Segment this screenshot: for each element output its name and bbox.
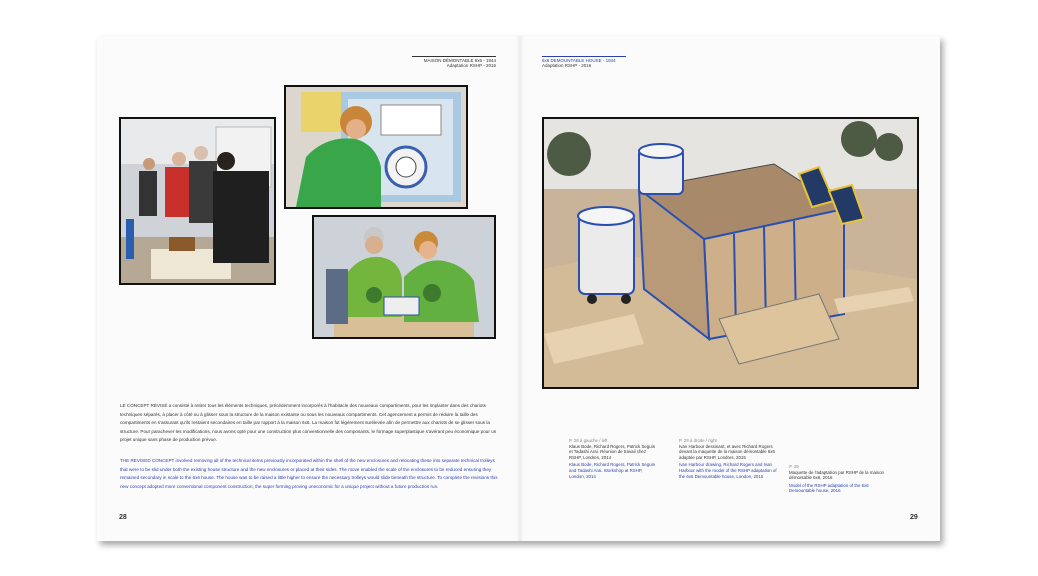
model-inspection-photo <box>312 215 496 339</box>
caption-model-photo <box>789 464 889 494</box>
caption-header: P. 28 à gauche / left <box>569 438 608 443</box>
body-text-french: LE CONCEPT RÉVISÉ a consisté à retirer tous les éléments techniques, précédemment incorporés à l'habitacle des nouveaux compartiments, pour les implanter dans des chariots techniques séparés, à placer à côté ou à glisser sous la structure de la maison existante ou sous les nouveaux compartiments. Cet agencement a permis de réduire la taille des compartiments en s'assurant qu'ils restaient secondaires en taille par rapport à la maison 6x6. La maison fut légèrement surélevée afin de permettre aux chariots de se glisser sous la structure. Pour parachever les modifications, nous avons opté pour une construction plus conventionnelle des composants, le formage superplastique s'avérant peu économique pour un projet unique sans phase de production prévue. <box>120 403 497 443</box>
caption-header: P. 28 à droite / right <box>679 438 717 443</box>
caption-header: P. 29 <box>789 464 799 469</box>
model-inspection-image <box>314 217 494 337</box>
caption-french: Ivan Harbour dessinant, et avec Richard Rogers devant la maquette de la maison démontable 6x6 adaptée par RSHP, Londres, 2015 <box>679 443 775 460</box>
folio-right: 29 <box>910 514 918 521</box>
workshop-group-image <box>121 119 274 283</box>
running-head-left-line1: MAISON DÉMONTABLE 6x6 - 1944 <box>423 58 496 63</box>
caption-french: Maquette de l'adaptation par RSHP de la maison démontable 6x6, 2016 <box>789 469 884 481</box>
running-head-right <box>542 56 626 68</box>
gutter-shadow <box>516 36 524 541</box>
running-head-rule <box>542 56 626 57</box>
house-model-photo <box>542 117 919 389</box>
caption-english: Ivan Harbour drawing, Richard Rogers and Ivan Harbour with the model of the RSHP adaptation of the 6x6 Demountable house, London, 2015 <box>679 462 777 479</box>
running-head-right-line2: Adaptation RSHP - 2016 <box>542 63 592 68</box>
running-head-right-line1: 6x6 DEMOUNTABLE HOUSE - 1944 <box>542 58 616 63</box>
drawing-at-desk-photo <box>284 85 468 209</box>
caption-english: Klaus Bode, Richard Rogers, Patrick Seguin and Tadashi Arai. Workshop at RSHP, London, 2014 <box>569 462 656 479</box>
caption-english: Model of the RSHP adaptation of the 6x6 Demountable house, 2016 <box>789 482 869 494</box>
running-head-rule <box>412 56 496 57</box>
caption-right-photos <box>679 438 777 479</box>
caption-french: Klaus Bode, Richard Rogers, Patrick Seguin et Tadashi Arai. Réunion de travail chez RSHP, Londres, 2014 <box>569 443 656 460</box>
house-model-image <box>544 119 917 387</box>
caption-left-photo <box>569 438 659 479</box>
running-head-left <box>412 56 496 68</box>
folio-left: 28 <box>119 514 127 521</box>
workshop-group-photo <box>119 117 276 285</box>
running-head-left-line2: Adaptation RSHP - 2016 <box>446 63 496 68</box>
body-text-english: THE REVISED CONCEPT involved removing all of the technical items previously incorporated within the shell of the new enclosures and relocating these into separate technical trolleys that were to be slid under both the existing house structure and the new enclosures or placed at their sides. The move enabled the scale of the enclosures to be reduced ensuring they remained secondary in scale to the 6x6 house. The house was to be raised a little higher to ensure the necessary trolleys would slide beneath the structure. To complete the revisions this new concept adopted more conventional component construction, the super forming proving uneconomic for a unique project without a future production run. <box>120 458 498 489</box>
drawing-at-desk-image <box>286 87 466 207</box>
